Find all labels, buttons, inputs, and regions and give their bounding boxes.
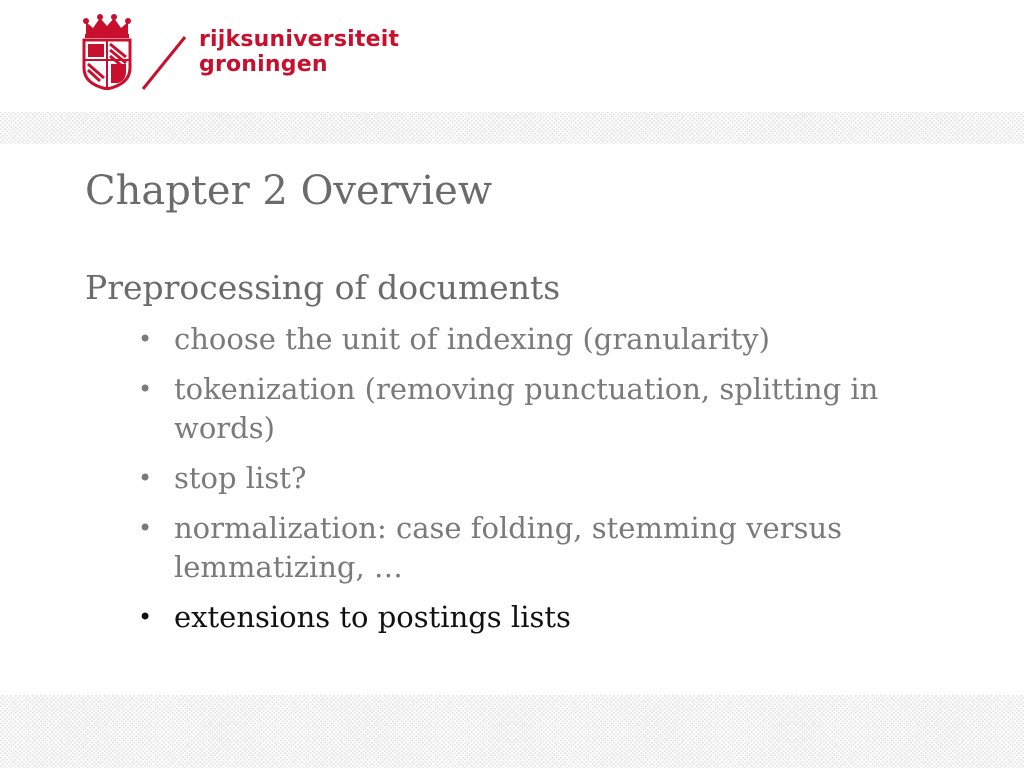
bullet-icon: •	[138, 375, 153, 403]
bullet-item-highlighted	[138, 598, 945, 637]
bullet-icon: •	[138, 325, 153, 353]
bullet-item	[138, 509, 945, 587]
university-name	[199, 27, 399, 77]
logo-slash-divider	[138, 34, 190, 92]
university-name-line2: groningen	[199, 52, 328, 77]
bullet-icon: •	[138, 464, 153, 492]
bullet-item	[138, 370, 945, 448]
bullet-text: extensions to postings lists	[174, 600, 571, 634]
bullet-item	[138, 320, 945, 359]
bullet-text: choose the unit of indexing (granularity)	[174, 322, 770, 356]
section-heading: Preprocessing of documents	[85, 268, 561, 307]
decorative-band-top	[0, 112, 1024, 144]
bullet-list	[85, 320, 945, 637]
university-name-line1: rijksuniversiteit	[199, 27, 400, 52]
bullet-text: normalization: case folding, stemming versus lemmatizing, …	[174, 511, 843, 584]
bullet-icon: •	[138, 603, 153, 631]
decorative-band-bottom	[0, 695, 1024, 768]
header	[0, 0, 1024, 112]
bullet-text: stop list?	[174, 461, 307, 495]
bullet-text: tokenization (removing punctuation, splitting in words)	[174, 372, 879, 445]
slide-title: Chapter 2 Overview	[85, 168, 493, 214]
slide-content	[85, 266, 945, 648]
bullet-icon: •	[138, 514, 153, 542]
bullet-item	[138, 459, 945, 498]
university-crest-logo	[80, 14, 134, 90]
